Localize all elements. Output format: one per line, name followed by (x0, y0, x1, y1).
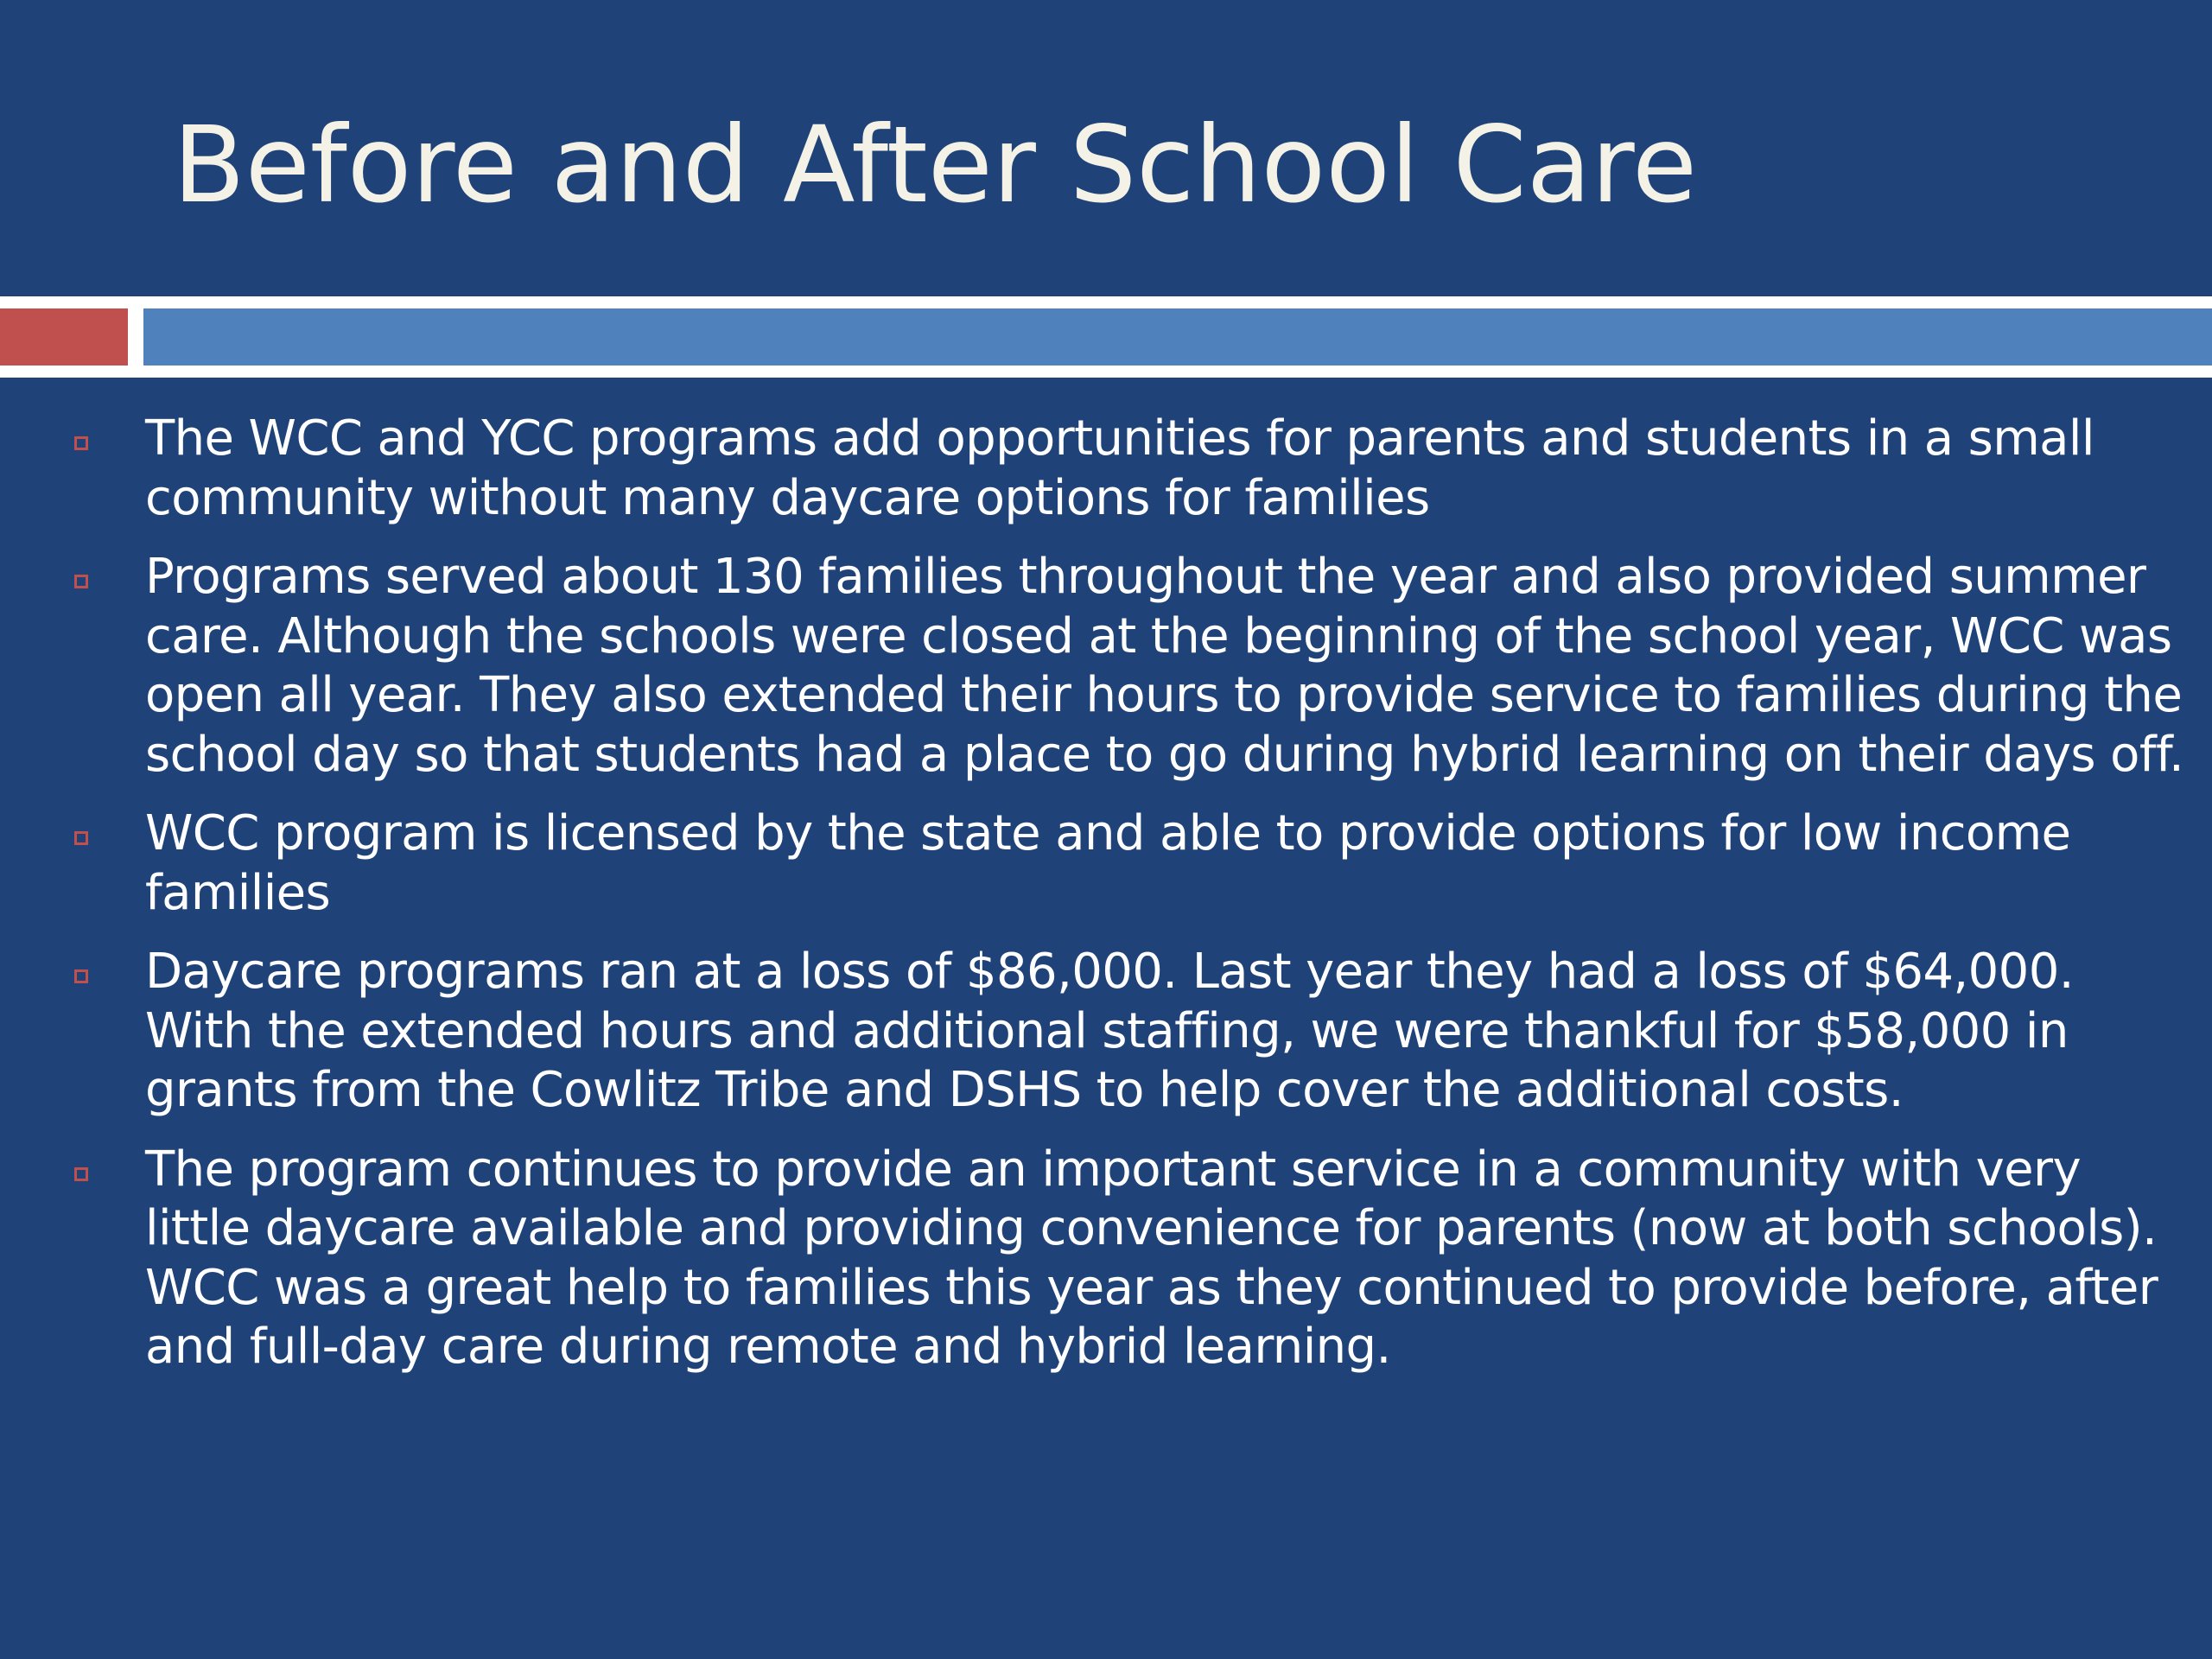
bullet-square-icon (74, 1167, 88, 1181)
divider-blue-bar (143, 308, 2212, 365)
bullet-text: Programs served about 130 families throughout the year and also provided summer care. Although the schools were closed at the beginning of the school year, WCC was open all year. They also extended their hours to provide service to families during the school day so that students had a place to go during hybrid learning on their days off. (145, 549, 2184, 783)
bullet-square-icon (74, 436, 88, 450)
bullet-item (0, 410, 2212, 528)
bullet-item (0, 548, 2212, 785)
bullet-text: The program continues to provide an important service in a community with very little daycare available and providing convenience for parents (now at both schools). WCC was a great help to families this year as they continued to provide before, after and full-day care during remote and hybrid learning. (145, 1141, 2158, 1375)
bullet-text: Daycare programs ran at a loss of $86,000. Last year they had a loss of $64,000. With the extended hours and additional staffing, we were thankful for $58,000 in grants from the Cowlitz Tribe and DSHS to help cover the additional costs. (145, 944, 2074, 1118)
bullet-square-icon (74, 831, 88, 845)
bullet-item (0, 943, 2212, 1121)
bullet-square-icon (74, 969, 88, 983)
bullet-item (0, 804, 2212, 923)
slide-title: Before and After School Care (173, 104, 1697, 226)
divider-red-block (0, 308, 128, 365)
bullet-item (0, 1141, 2212, 1377)
bullet-text: The WCC and YCC programs add opportunities for parents and students in a small community without many daycare options for families (145, 410, 2094, 526)
bullet-list (0, 410, 2212, 1397)
bullet-text: WCC program is licensed by the state and able to provide options for low income families (145, 805, 2071, 921)
bullet-square-icon (74, 575, 88, 588)
